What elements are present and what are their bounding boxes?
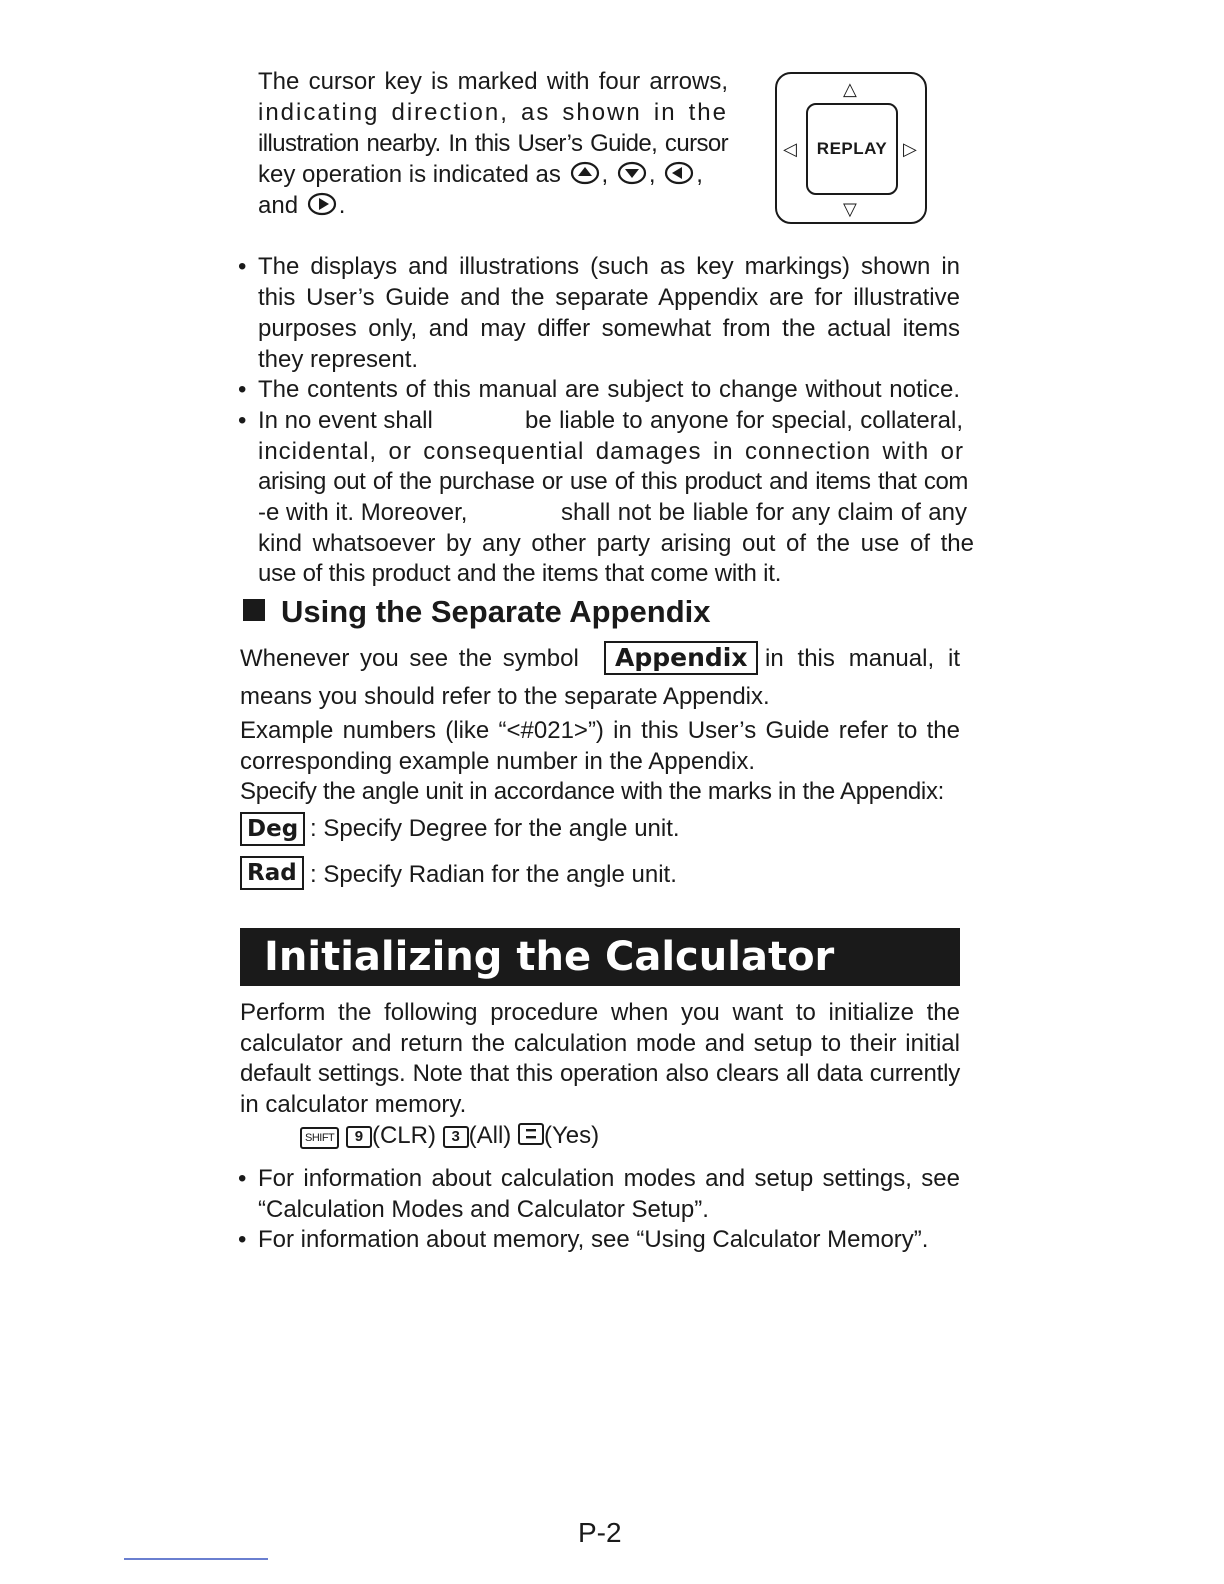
left-triangle-icon: ◁ [783, 139, 797, 159]
bullet-icon: • [238, 1226, 247, 1253]
shift-key: SHIFT [300, 1127, 339, 1149]
square-bullet-icon [243, 599, 265, 621]
intro-line-1: The cursor key is marked with four arrows, [258, 68, 728, 95]
appendix-symbol: Appendix [604, 641, 758, 675]
note1-line-4: they represent. [258, 346, 419, 373]
init-line-2: calculator and return the calculation mode and setup to their initial [240, 1030, 960, 1057]
deg-label: Deg [240, 812, 305, 846]
note3-line-5: kind whatsoever by any other party arising out of the use of the [258, 530, 974, 557]
comma: , [696, 161, 703, 188]
note1-line-3: purposes only, and may differ somewhat from the actual items [258, 315, 960, 342]
down-arrow-key-icon [617, 161, 647, 185]
three-key: 3 [443, 1126, 469, 1148]
comma: , [648, 161, 656, 188]
bullet-icon: • [238, 407, 247, 434]
appendix-p1-b: in this manual, it [765, 645, 960, 672]
note3-line-4a: -e with it. Moreover, [258, 499, 468, 526]
equals-key-icon [518, 1123, 544, 1145]
bullet-icon: • [238, 253, 247, 280]
appendix-symbol-box [604, 641, 758, 675]
intro-line-3: illustration nearby. In this User’s Guide, cursor [258, 130, 728, 157]
init-line-3: default settings. Note that this operation also clears all data currently [240, 1060, 960, 1087]
note3-line-6: use of this product and the items that come with it. [258, 560, 782, 587]
cursor-key-illustration [775, 72, 927, 224]
rad-mark [240, 856, 304, 890]
appendix-p1-line2: means you should refer to the separate Appendix. [240, 683, 770, 710]
period: . [338, 192, 346, 219]
deg-text: : Specify Degree for the angle unit. [310, 815, 680, 842]
all-label: (All) [468, 1122, 512, 1149]
up-triangle-icon: △ [843, 79, 857, 99]
right-arrow-key-icon [307, 192, 337, 216]
bullet-icon: • [238, 1165, 247, 1192]
rad-label: Rad [240, 856, 304, 890]
footer-rule [124, 1558, 268, 1560]
intro-line-2: indicating direction, as shown in the [258, 99, 728, 126]
up-arrow-key-icon [570, 161, 600, 185]
down-triangle-icon: ▽ [843, 199, 857, 219]
key-sequence [300, 1121, 599, 1151]
clr-label: (CLR) [371, 1122, 436, 1149]
note1-line-1: The displays and illustrations (such as key markings) shown in [258, 253, 960, 280]
note3-line-4b: shall not be liable for any claim of any [561, 499, 967, 526]
intro-line-4-text: key operation is indicated as [258, 161, 561, 188]
init-line-4: in calculator memory. [240, 1091, 467, 1118]
init-bullet1-line1: For information about calculation modes and setup settings, see [258, 1165, 960, 1192]
note3-line-2: incidental, or consequential damages in connection with or [258, 438, 964, 465]
bullet-icon: • [238, 376, 247, 403]
appendix-p2-line2: corresponding example number in the Appendix. [240, 748, 755, 775]
note3-line-1b: be liable to anyone for special, collateral, [525, 407, 963, 434]
init-banner-title: Initializing the Calculator [240, 928, 960, 986]
page-number: P-2 [578, 1517, 622, 1548]
yes-label: (Yes) [543, 1122, 600, 1149]
note1-line-2: this User’s Guide and the separate Appendix are for illustrative [258, 284, 960, 311]
intro-line-4 [258, 160, 703, 190]
appendix-p3: Specify the angle unit in accordance with the marks in the Appendix: [240, 778, 945, 805]
init-bullet1-line2: “Calculation Modes and Calculator Setup”. [258, 1196, 709, 1223]
note3-line-1a: In no event shall [258, 407, 433, 434]
appendix-heading [243, 592, 711, 632]
init-bullet2: For information about memory, see “Using Calculator Memory”. [258, 1226, 929, 1253]
left-arrow-key-icon [664, 161, 694, 185]
deg-mark [240, 812, 305, 846]
note2-line-1: The contents of this manual are subject to change without notice. [258, 376, 960, 403]
appendix-p1-a: Whenever you see the symbol [240, 645, 579, 672]
right-triangle-icon: ▷ [903, 139, 917, 159]
appendix-p2-line1: Example numbers (like “<#021>”) in this User’s Guide refer to the [240, 717, 960, 744]
replay-key-label: REPLAY [806, 103, 898, 195]
intro-line-5 [258, 191, 345, 221]
comma: , [601, 161, 609, 188]
nine-key: 9 [346, 1126, 372, 1148]
init-line-1: Perform the following procedure when you want to initialize the [240, 999, 960, 1026]
intro-line-5-text: and [258, 192, 299, 219]
rad-text: : Specify Radian for the angle unit. [310, 861, 677, 888]
appendix-heading-text: Using the Separate Appendix [281, 594, 711, 629]
note3-line-3: arising out of the purchase or use of this product and items that com [258, 468, 968, 495]
